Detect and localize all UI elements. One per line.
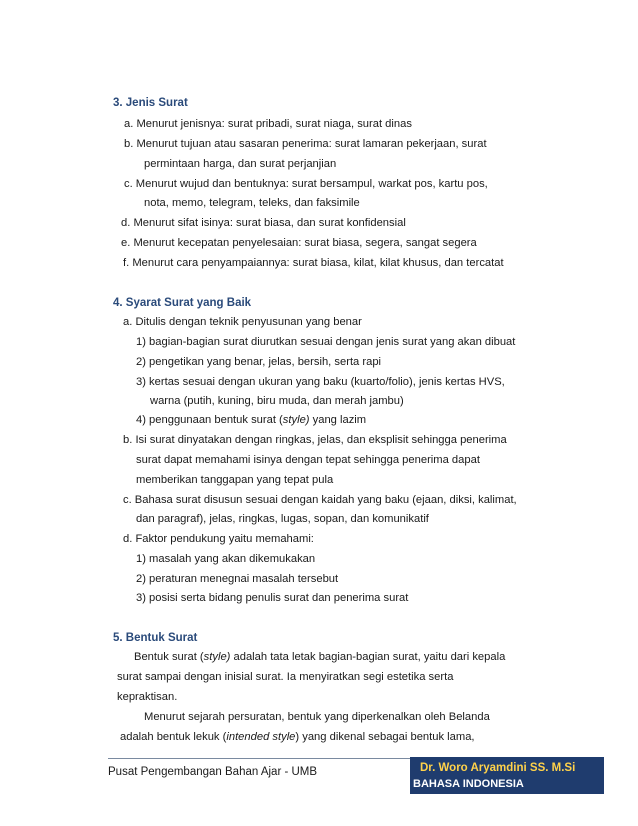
list-item-continuation: permintaan harga, dan surat perjanjian	[144, 158, 337, 170]
sub-list-item: 1) bagian-bagian surat diurutkan sesuai dengan jenis surat yang akan dibuat	[136, 336, 516, 348]
list-item: f. Menurut cara penyampaiannya: surat biasa, kilat, kilat khusus, dan tercatat	[123, 257, 504, 269]
list-item: c. Menurut wujud dan bentuknya: surat bersampul, warkat pos, kartu pos,	[124, 178, 488, 190]
paragraph-line: kepraktisan.	[117, 691, 178, 703]
footer-author: Dr. Woro Aryamdini SS. M.Si	[420, 762, 576, 774]
sub-list-item: 3) posisi serta bidang penulis surat dan penerima surat	[136, 592, 409, 604]
paragraph-line: Bentuk surat (style) adalah tata letak bagian-bagian surat, yaitu dari kepala	[134, 651, 506, 663]
list-item: a. Ditulis dengan teknik penyusunan yang benar	[123, 316, 362, 328]
list-item: a. Menurut jenisnya: surat pribadi, surat niaga, surat dinas	[124, 118, 412, 130]
section-heading-jenis-surat: 3. Jenis Surat	[113, 97, 188, 109]
sub-list-item: 2) peraturan menegnai masalah tersebut	[136, 573, 339, 585]
paragraph-line: surat sampai dengan inisial surat. Ia menyiratkan segi estetika serta	[117, 671, 454, 683]
list-item-continuation: dan paragraf), jelas, ringkas, lugas, sopan, dan komunikatif	[136, 513, 429, 525]
sub-list-item-continuation: warna (putih, kuning, biru muda, dan merah jambu)	[150, 395, 404, 407]
list-item-continuation: surat dapat memahami isinya dengan tepat sehingga penerima dapat	[136, 454, 480, 466]
sub-list-item: 3) kertas sesuai dengan ukuran yang baku (kuarto/folio), jenis kertas HVS,	[136, 376, 505, 388]
list-item-continuation: nota, memo, telegram, teleks, dan faksimile	[144, 197, 360, 209]
list-item: e. Menurut kecepatan penyelesaian: surat biasa, segera, sangat segera	[121, 237, 477, 249]
footer-author-box	[410, 757, 604, 794]
list-item-continuation: memberikan tanggapan yang tepat pula	[136, 474, 334, 486]
footer-divider	[108, 758, 410, 759]
list-item: d. Faktor pendukung yaitu memahami:	[123, 533, 314, 545]
list-item: b. Menurut tujuan atau sasaran penerima: surat lamaran pekerjaan, surat	[124, 138, 487, 150]
paragraph-line: adalah bentuk lekuk (intended style) yang dikenal sebagai bentuk lama,	[120, 731, 475, 743]
footer-subject: BAHASA INDONESIA	[413, 778, 524, 790]
footer-publisher: Pusat Pengembangan Bahan Ajar - UMB	[108, 766, 318, 778]
section-heading-bentuk-surat: 5. Bentuk Surat	[113, 632, 198, 644]
list-item: d. Menurut sifat isinya: surat biasa, dan surat konfidensial	[121, 217, 406, 229]
section-heading-syarat-surat: 4. Syarat Surat yang Baik	[113, 297, 252, 309]
sub-list-item: 1) masalah yang akan dikemukakan	[136, 553, 316, 565]
list-item: b. Isi surat dinyatakan dengan ringkas, jelas, dan eksplisit sehingga penerima	[123, 434, 507, 446]
paragraph-line: Menurut sejarah persuratan, bentuk yang diperkenalkan oleh Belanda	[144, 711, 490, 723]
list-item: c. Bahasa surat disusun sesuai dengan kaidah yang baku (ejaan, diksi, kalimat,	[123, 494, 517, 506]
sub-list-item: 4) penggunaan bentuk surat (style) yang lazim	[136, 414, 367, 426]
sub-list-item: 2) pengetikan yang benar, jelas, bersih, serta rapi	[136, 356, 382, 368]
